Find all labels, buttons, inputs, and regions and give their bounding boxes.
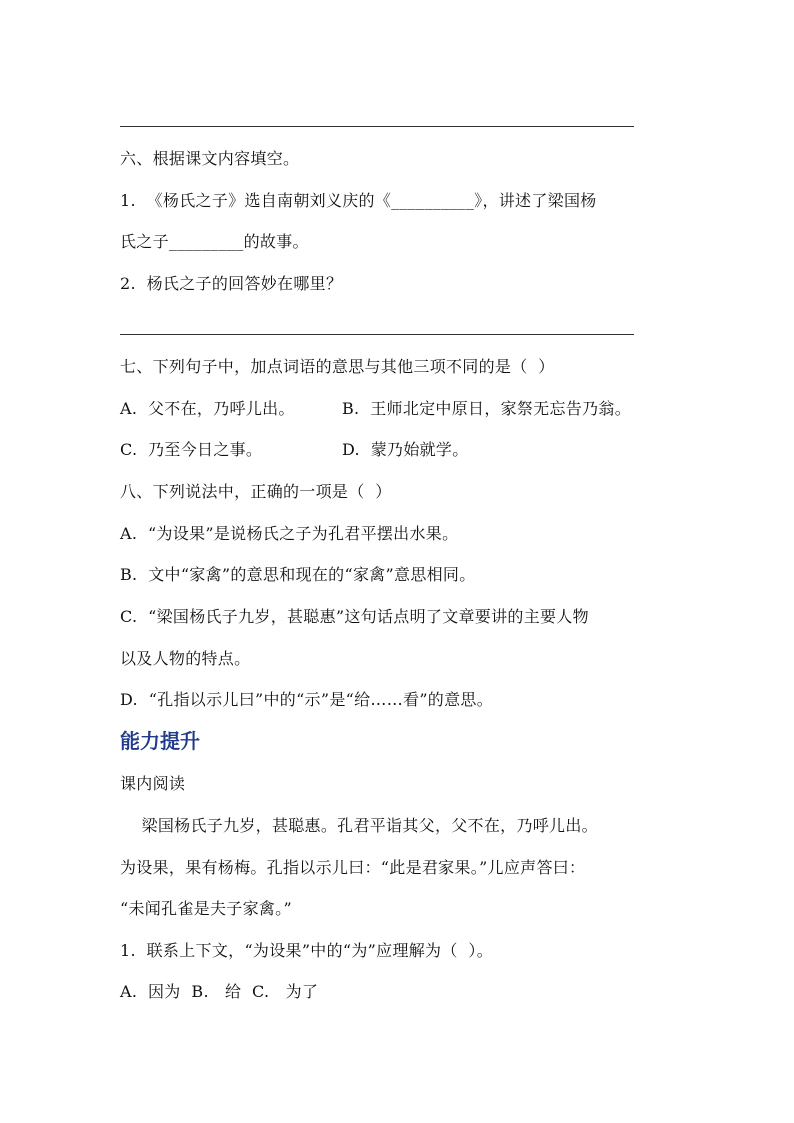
section7-title: 七、下列句子中，加点词语的意思与其他三项不同的是（ ）: [120, 357, 555, 376]
section7-options-ab: [120, 398, 631, 420]
fill-blank[interactable]: _________: [168, 232, 244, 251]
option-b[interactable]: B. 文中“家禽”的意思和现在的“家禽”意思相同。: [120, 565, 476, 584]
option-d[interactable]: D. “孔指以示儿曰”中的“示”是“给……看”的意思。: [120, 690, 493, 709]
passage-line: “未闻孔雀是夫子家禽。”: [120, 899, 292, 918]
option-d[interactable]: D. 蒙乃始就学。: [342, 440, 469, 459]
section8-title: 八、下列说法中，正确的一项是（ ）: [120, 482, 392, 501]
answer-line: [120, 126, 634, 127]
section6-q1-line1: 1. 《杨氏之子》选自南朝刘义庆的《__________》，讲述了梁国杨: [120, 191, 597, 210]
section6-q1-line2: 氏之子_________的故事。: [120, 232, 309, 251]
answer-line: [120, 334, 634, 335]
option-a[interactable]: A. 父不在，乃呼儿出。: [120, 399, 295, 418]
fill-blank[interactable]: __________: [391, 191, 475, 210]
option-a[interactable]: A. “为设果”是说杨氏之子为孔君平摆出水果。: [120, 524, 459, 543]
section6-q2: 2. 杨氏之子的回答妙在哪里？: [120, 274, 343, 293]
option-c-continued: 以及人物的特点。: [120, 649, 251, 668]
section6-title: 六、根据课文内容填空。: [120, 149, 300, 168]
option-c[interactable]: C. “梁国杨氏子九岁，甚聪惠”这句话点明了文章要讲的主要人物: [120, 607, 589, 626]
option-c[interactable]: C. 乃至今日之事。: [120, 440, 263, 459]
subheading: 课内阅读: [120, 774, 186, 793]
reading-q1: 1. 联系上下文，“为设果”中的“为”应理解为（ ）。: [120, 941, 494, 960]
passage-line: 为设果，果有杨梅。孔指以示儿曰：“此是君家果。”儿应声答曰：: [120, 858, 586, 877]
section-heading: 能力提升: [120, 729, 200, 753]
passage-line: 梁国杨氏子九岁，甚聪惠。孔君平诣其父，父不在，乃呼儿出。: [120, 816, 598, 835]
reading-q1-options[interactable]: A. 因为 B. 给 C. 为了: [120, 982, 319, 1001]
section7-options-cd: [120, 439, 469, 461]
option-b[interactable]: B. 王师北定中原日，家祭无忘告乃翁。: [342, 399, 632, 418]
